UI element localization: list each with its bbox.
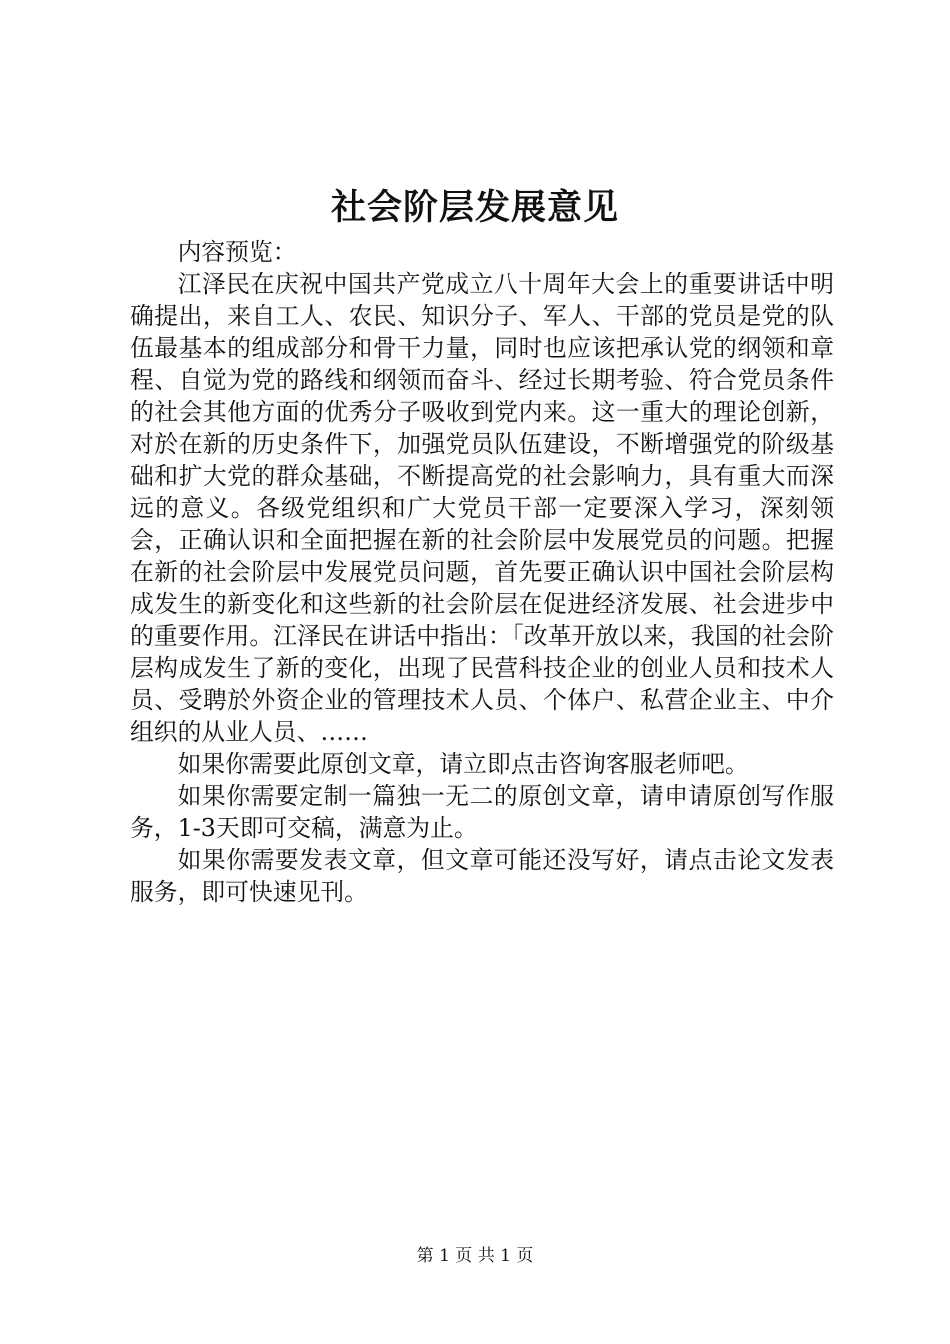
main-paragraph: 江泽民在庆祝中国共产党成立八十周年大会上的重要讲话中明确提出，来自工人、农民、知识分子、军人、干部的党员是党的队伍最基本的组成部分和骨干力量，同时也应该把承认党的纲领和章程、自觉为党的路线和纲领而奋斗、经过长期考验、符合党员条件的社会其他方面的优秀分子吸收到党内来。这一重大的理论创新，对於在新的历史条件下，加强党员队伍建设，不断增强党的阶级基础和扩大党的群众基础，不断提高党的社会影响力，具有重大而深远的意义。各级党组织和广大党员干部一定要深入学习，深刻领会，正确认识和全面把握在新的社会阶层中发展党员的问题。把握在新的社会阶层中发展党员问题，首先要正确认识中国社会阶层构成发生的新变化和这些新的社会阶层在促进经济发展、社会进步中的重要作用。江泽民在讲话中指出：「改革开放以来，我国的社会阶层构成发生了新的变化，出现了民营科技企业的创业人员和技术人员、受聘於外资企业的管理技术人员、个体户、私营企业主、中介组织的从业人员、…… xyxy=(130,270,834,746)
publishing-paragraph: 如果你需要发表文章，但文章可能还没写好，请点击论文发表服务，即可快速见刊。 xyxy=(130,846,834,906)
consult-paragraph: 如果你需要此原创文章，请立即点击咨询客服老师吧。 xyxy=(177,750,749,778)
page-footer: 第 1 页 共 1 页 xyxy=(416,1246,534,1266)
document-title: 社会阶层发展意见 xyxy=(330,187,619,228)
preview-label: 内容预览： xyxy=(177,238,297,266)
custom-writing-paragraph: 如果你需要定制一篇独一无二的原创文章，请申请原创写作服务，1-3天即可交稿，满意为止。 xyxy=(130,782,834,842)
document-body xyxy=(130,236,834,908)
